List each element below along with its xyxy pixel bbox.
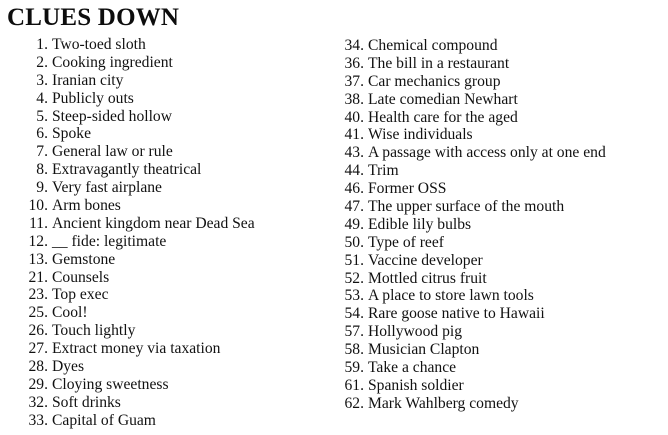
clue-number: 38.	[344, 90, 364, 108]
clue-item	[336, 323, 666, 341]
clue-number: 4.	[36, 89, 48, 107]
clue-item	[336, 395, 666, 413]
clue-text: The bill in a restaurant	[368, 54, 510, 72]
clue-number: 12.	[28, 232, 48, 250]
clue-text: Two-toed sloth	[52, 36, 146, 53]
clue-item	[24, 322, 329, 340]
clue-text: Soft drinks	[52, 393, 121, 411]
clue-text: Touch lightly	[52, 322, 136, 340]
clue-text: Vaccine developer	[368, 251, 483, 269]
clue-text: Hollywood pig	[368, 323, 462, 341]
clue-text: Steep-sided hollow	[52, 107, 172, 125]
clue-number: 25.	[28, 304, 48, 322]
clue-item	[24, 72, 329, 90]
clue-item	[336, 198, 666, 216]
clue-text: Top exec	[52, 286, 109, 304]
clue-item	[336, 109, 666, 127]
clue-item	[336, 180, 666, 198]
clue-number: 57.	[344, 323, 364, 341]
clue-number: 5.	[36, 107, 48, 125]
clue-text: Rare goose native to Hawaii	[368, 305, 545, 323]
clue-text: Spanish soldier	[368, 376, 464, 394]
clue-text: Ancient kingdom near Dead Sea	[52, 214, 255, 232]
clue-number: 61.	[344, 376, 364, 394]
clue-number: 7.	[36, 143, 48, 161]
clue-item	[24, 412, 329, 430]
clue-number: 47.	[344, 198, 364, 216]
clue-text: Extravagantly theatrical	[52, 161, 202, 179]
clue-item	[24, 251, 329, 269]
clue-text: Publicly outs	[52, 89, 134, 107]
clue-item	[336, 73, 666, 91]
clue-item	[24, 108, 329, 126]
clue-item	[24, 161, 329, 179]
clue-item	[336, 37, 666, 55]
clue-item	[24, 358, 329, 376]
clue-number: 36.	[344, 54, 364, 72]
clue-number: 53.	[344, 287, 364, 305]
clue-item	[336, 359, 666, 377]
clue-number: 54.	[344, 305, 364, 323]
clue-number: 28.	[28, 358, 48, 376]
clue-item	[336, 341, 666, 359]
clue-number: 33.	[28, 411, 48, 429]
clue-item	[336, 126, 666, 144]
clue-item	[336, 305, 666, 323]
clue-item	[336, 234, 666, 252]
clue-item	[24, 286, 329, 304]
clue-number: 3.	[36, 71, 48, 89]
clue-text: Wise individuals	[368, 126, 473, 144]
clue-text: Spoke	[52, 125, 91, 143]
clue-item	[24, 125, 329, 143]
clue-item	[24, 233, 329, 251]
clue-number: 8.	[36, 161, 48, 179]
clue-text: Mark Wahlberg comedy	[368, 394, 519, 412]
clue-item	[24, 304, 329, 322]
clue-text: General law or rule	[52, 143, 173, 161]
clue-number: 13.	[28, 250, 48, 268]
clue-item	[336, 216, 666, 234]
clue-item	[336, 91, 666, 109]
clue-text: Mottled citrus fruit	[368, 269, 487, 287]
clue-number: 2.	[36, 53, 48, 71]
clue-number: 32.	[28, 393, 48, 411]
page-title: CLUES DOWN	[7, 4, 180, 31]
clue-item	[336, 377, 666, 395]
clue-text: Iranian city	[52, 71, 124, 89]
clue-item	[336, 144, 666, 162]
clue-number: 40.	[344, 108, 364, 126]
clue-number: 49.	[344, 215, 364, 233]
clue-text: Counsels	[52, 268, 110, 286]
clue-number: 58.	[344, 341, 364, 359]
clue-text: Late comedian Newhart	[368, 90, 518, 108]
clue-item	[24, 340, 329, 358]
clue-text: Former OSS	[368, 180, 447, 198]
clue-number: 11.	[29, 214, 48, 232]
clue-text: Cooking ingredient	[52, 53, 173, 71]
clue-number: 46.	[344, 180, 364, 198]
clue-item	[24, 36, 329, 54]
clue-list-right	[336, 37, 666, 413]
clue-number: 29.	[28, 375, 48, 393]
clue-text: Cloying sweetness	[52, 375, 169, 393]
clue-number: 6.	[36, 125, 48, 143]
clue-text: Chemical compound	[368, 37, 498, 54]
clue-text: __ fide: legitimate	[52, 232, 167, 250]
clue-number: 52.	[344, 269, 364, 287]
clue-number: 10.	[28, 197, 48, 215]
clue-item	[336, 252, 666, 270]
clue-number: 23.	[28, 286, 48, 304]
clue-text: Cool!	[52, 304, 88, 322]
clue-number: 27.	[28, 340, 48, 358]
clue-number: 1.	[36, 36, 48, 53]
clue-text: Arm bones	[52, 197, 121, 215]
clue-text: Edible lily bulbs	[368, 215, 472, 233]
clue-number: 50.	[344, 233, 364, 251]
clue-text: Trim	[368, 162, 399, 180]
clue-text: Capital of Guam	[52, 411, 156, 429]
clue-number: 26.	[28, 322, 48, 340]
clue-text: Gemstone	[52, 250, 116, 268]
clue-item	[24, 179, 329, 197]
clue-text: Dyes	[52, 358, 85, 376]
clue-text: The upper surface of the mouth	[368, 198, 565, 216]
clue-number: 51.	[344, 251, 364, 269]
clue-list-left	[24, 36, 329, 430]
clue-number: 41.	[344, 126, 364, 144]
clue-number: 59.	[344, 359, 364, 377]
clue-item	[24, 394, 329, 412]
clue-text: Take a chance	[368, 359, 457, 377]
clue-text: A passage with access only at one end	[368, 144, 606, 162]
clue-item	[24, 143, 329, 161]
clue-item	[24, 90, 329, 108]
clue-item	[336, 162, 666, 180]
clue-item	[336, 55, 666, 73]
clue-item	[336, 287, 666, 305]
clue-item	[336, 270, 666, 288]
clue-number: 34.	[344, 37, 364, 54]
clue-text: Extract money via taxation	[52, 340, 221, 358]
clue-number: 62.	[344, 394, 364, 412]
clue-item	[24, 269, 329, 287]
clue-number: 37.	[344, 72, 364, 90]
clue-text: Type of reef	[368, 233, 444, 251]
clue-text: Health care for the aged	[368, 108, 518, 126]
clue-text: Musician Clapton	[368, 341, 480, 359]
clue-item	[24, 197, 329, 215]
clue-number: 9.	[36, 179, 48, 197]
clue-text: A place to store lawn tools	[368, 287, 534, 305]
clue-text: Car mechanics group	[368, 72, 501, 90]
clue-item	[24, 376, 329, 394]
clue-number: 44.	[344, 162, 364, 180]
clue-number: 21.	[28, 268, 48, 286]
clue-item	[24, 215, 329, 233]
clue-item	[24, 54, 329, 72]
clue-text: Very fast airplane	[52, 179, 162, 197]
clue-number: 43.	[344, 144, 364, 162]
